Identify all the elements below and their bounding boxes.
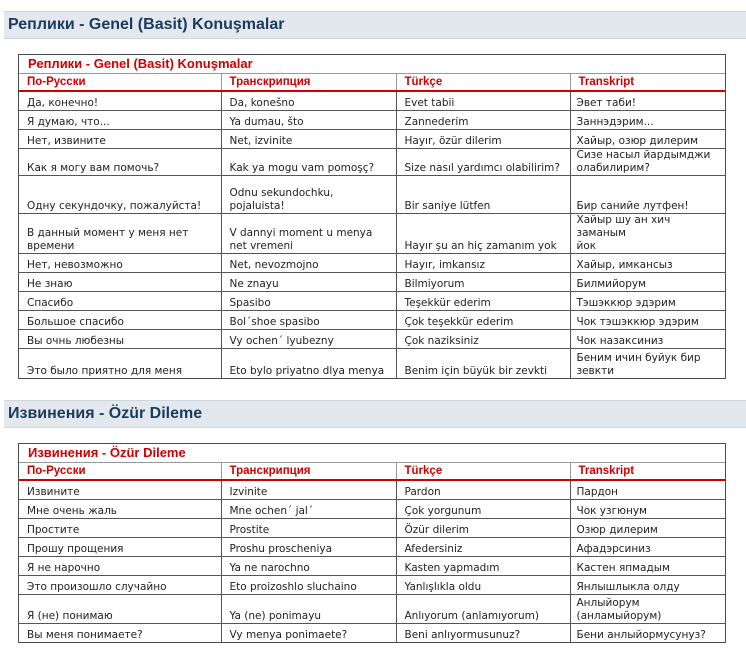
transkript-cell: Беним ичин буйук бир зевкти: [570, 348, 725, 378]
column-header-transkript-tr: Transkript: [570, 74, 725, 92]
transkript-cell: Чок узгюнум: [570, 499, 725, 518]
table-row: [19, 310, 725, 329]
transkript-cell: Бир санийе лутфен!: [570, 175, 725, 213]
transkript-cell: Озюр дилерим: [570, 518, 725, 537]
column-header-turkish: Türkçe: [396, 463, 570, 481]
column-header-transcription-ru: Транскрипция: [221, 463, 396, 481]
table-row: [19, 594, 725, 623]
transcription-cell: Proshu proscheniya: [221, 537, 396, 556]
turkish-cell: Benim için büyük bir zevkti: [396, 348, 570, 378]
transcription-cell: Prostite: [221, 518, 396, 537]
table-row: [19, 213, 725, 253]
transkript-cell: Бени анлыйормусунуз?: [570, 623, 725, 642]
transkript-cell: Янлышлыкла олду: [570, 575, 725, 594]
turkish-cell: Bir saniye lütfen: [396, 175, 570, 213]
table-row: [19, 91, 725, 110]
transcription-cell: Spasibo: [221, 291, 396, 310]
table-row: [19, 575, 725, 594]
russian-cell: Я думаю, что...: [19, 110, 221, 129]
table-row: [19, 556, 725, 575]
transcription-cell: Ya dumau, što: [221, 110, 396, 129]
table-row: [19, 499, 725, 518]
turkish-cell: Evet tabii: [396, 91, 570, 110]
turkish-cell: Anlıyorum (anlamıyorum): [396, 594, 570, 623]
turkish-cell: Hayır şu an hiç zamanım yok: [396, 213, 570, 253]
transkript-cell: Пардон: [570, 480, 725, 499]
transkript-cell: Билмийорум: [570, 272, 725, 291]
turkish-cell: Size nasıl yardımcı olabilirim?: [396, 148, 570, 175]
phrase-table-apologies: [19, 462, 725, 642]
transcription-cell: Da, konešno: [221, 91, 396, 110]
russian-cell: Вы очнь любезны: [19, 329, 221, 348]
table-row: [19, 175, 725, 213]
column-header-transcription-ru: Транскрипция: [221, 74, 396, 92]
turkish-cell: Yanlışlıkla oldu: [396, 575, 570, 594]
transkript-cell: Хайыр шу ан хич заманым йок: [570, 213, 725, 253]
table-row: [19, 623, 725, 642]
russian-cell: Не знаю: [19, 272, 221, 291]
phrase-box-apologies: [18, 443, 726, 643]
transcription-cell: Eto proizoshlo sluchaino: [221, 575, 396, 594]
russian-cell: Это произошло случайно: [19, 575, 221, 594]
table-row: [19, 110, 725, 129]
russian-cell: Как я могу вам помочь?: [19, 148, 221, 175]
box-title-general: Реплики - Genel (Basit) Konuşmalar: [28, 56, 253, 71]
russian-cell: Мне очень жаль: [19, 499, 221, 518]
table-row: [19, 348, 725, 378]
section-header-general: Реплики - Genel (Basit) Konuşmalar: [4, 11, 746, 39]
turkish-cell: Beni anlıyormusunuz?: [396, 623, 570, 642]
transcription-cell: Ne znayu: [221, 272, 396, 291]
transcription-cell: Bol´shoe spasibo: [221, 310, 396, 329]
transcription-cell: Mne ochen´ jal´: [221, 499, 396, 518]
transcription-cell: V dannyi moment u menya net vremeni: [221, 213, 396, 253]
transcription-cell: Izvinite: [221, 480, 396, 499]
table-header-row: [19, 463, 725, 481]
table-row: [19, 272, 725, 291]
table-row: [19, 518, 725, 537]
transkript-cell: Афадэрсиниз: [570, 537, 725, 556]
transkript-cell: Хайыр, имкансыз: [570, 253, 725, 272]
transkript-cell: Сизе насыл йардымджи олабилирим?: [570, 148, 725, 175]
table-row: [19, 329, 725, 348]
column-header-russian: По-Русски: [19, 74, 221, 92]
transcription-cell: Ya ne narochno: [221, 556, 396, 575]
table-header-row: [19, 74, 725, 92]
column-header-russian: По-Русски: [19, 463, 221, 481]
turkish-cell: Bilmiyorum: [396, 272, 570, 291]
russian-cell: Извините: [19, 480, 221, 499]
russian-cell: Я (не) понимаю: [19, 594, 221, 623]
transkript-cell: Чок назаксиниз: [570, 329, 725, 348]
russian-cell: Простите: [19, 518, 221, 537]
turkish-cell: Çok teşekkür ederim: [396, 310, 570, 329]
transkript-cell: Заннэдэрим...: [570, 110, 725, 129]
section-header-apologies: Извинения - Özür Dileme: [4, 400, 746, 428]
transcription-cell: Kak ya mogu vam pomoşç?: [221, 148, 396, 175]
table-row: [19, 291, 725, 310]
russian-cell: Вы меня понимаете?: [19, 623, 221, 642]
turkish-cell: Özür dilerim: [396, 518, 570, 537]
table-row: [19, 480, 725, 499]
turkish-cell: Afedersiniz: [396, 537, 570, 556]
transcription-cell: Net, izvinite: [221, 129, 396, 148]
turkish-cell: Çok naziksiniz: [396, 329, 570, 348]
transcription-cell: Odnu sekundochku, pojaluista!: [221, 175, 396, 213]
transkript-cell: Тэшэккюр эдэрим: [570, 291, 725, 310]
turkish-cell: Hayır, imkansız: [396, 253, 570, 272]
table-row: [19, 253, 725, 272]
phrase-table-general: [19, 73, 725, 378]
turkish-cell: Hayır, özür dilerim: [396, 129, 570, 148]
transkript-cell: Чок тэшэккюр эдэрим: [570, 310, 725, 329]
column-header-turkish: Türkçe: [396, 74, 570, 92]
column-header-transkript-tr: Transkript: [570, 463, 725, 481]
transcription-cell: Net, nevozmojno: [221, 253, 396, 272]
turkish-cell: Çok yorgunum: [396, 499, 570, 518]
transkript-cell: Хайыр, озюр дилерим: [570, 129, 725, 148]
russian-cell: В данный момент у меня нет времени: [19, 213, 221, 253]
table-row: [19, 537, 725, 556]
transkript-cell: Анлыйорум (анламыйорум): [570, 594, 725, 623]
box-title-apologies: Извинения - Özür Dileme: [28, 445, 186, 460]
transcription-cell: Vy menya ponimaete?: [221, 623, 396, 642]
russian-cell: Я не нарочно: [19, 556, 221, 575]
turkish-cell: Kasten yapmadım: [396, 556, 570, 575]
russian-cell: Да, конечно!: [19, 91, 221, 110]
transkript-cell: Эвет таби!: [570, 91, 725, 110]
russian-cell: Прошу прощения: [19, 537, 221, 556]
russian-cell: Нет, невозможно: [19, 253, 221, 272]
transcription-cell: Vy ochen´ lyubezny: [221, 329, 396, 348]
table-row: [19, 148, 725, 175]
turkish-cell: Pardon: [396, 480, 570, 499]
transkript-cell: Кастен япмадым: [570, 556, 725, 575]
russian-cell: Нет, извините: [19, 129, 221, 148]
turkish-cell: Zannederim: [396, 110, 570, 129]
transcription-cell: Ya (ne) ponimayu: [221, 594, 396, 623]
russian-cell: Большое спасибо: [19, 310, 221, 329]
transcription-cell: Eto bylo priyatno dlya menya: [221, 348, 396, 378]
russian-cell: Одну секундочку, пожалуйста!: [19, 175, 221, 213]
phrase-box-general: [18, 54, 726, 379]
russian-cell: Спасибо: [19, 291, 221, 310]
russian-cell: Это было приятно для меня: [19, 348, 221, 378]
table-row: [19, 129, 725, 148]
turkish-cell: Teşekkür ederim: [396, 291, 570, 310]
